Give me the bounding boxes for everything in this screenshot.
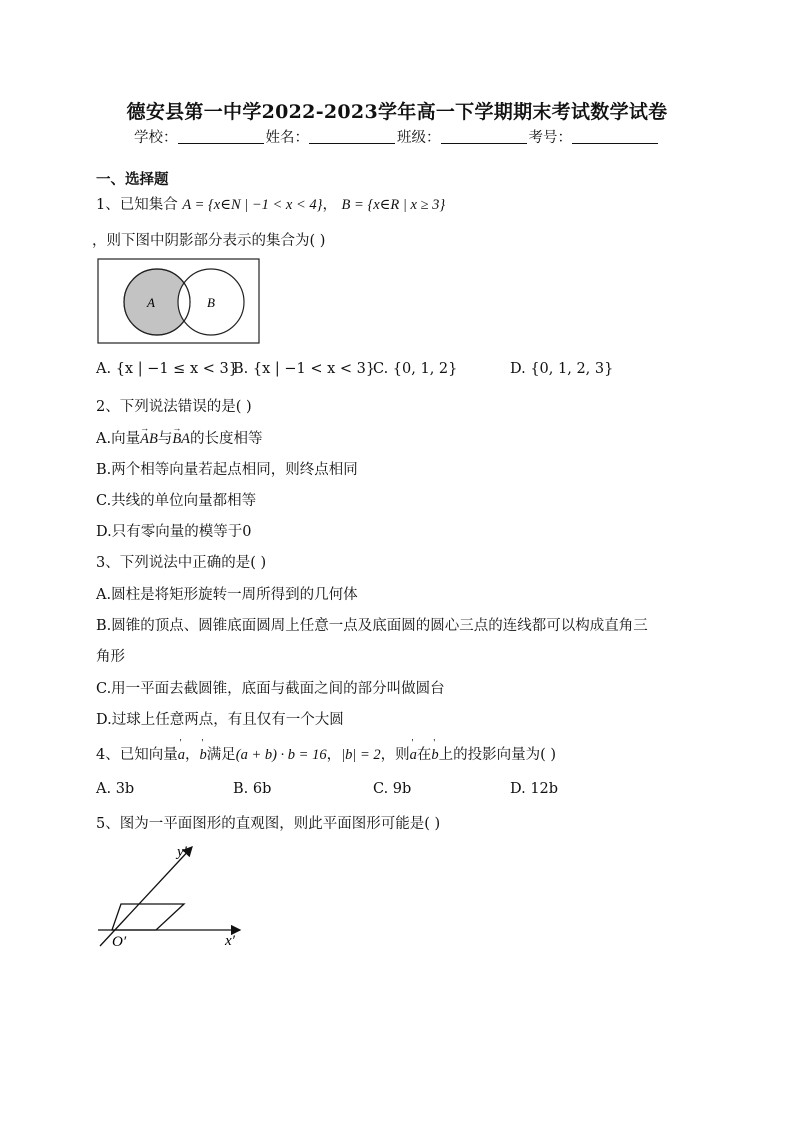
q1-comma: ， — [322, 197, 337, 213]
q1-set-b: B = {x∈R | x ≥ 3} — [341, 197, 446, 213]
q3-stem: 3、下列说法中正确的是( ) — [96, 555, 267, 571]
q4-vec-a: ' a — [178, 747, 185, 764]
q4-option-b: B. 6b — [233, 781, 272, 797]
q1-stem — [96, 193, 445, 214]
y-axis — [100, 847, 192, 946]
q4-suffix: 上的投影向量为( ) — [438, 747, 557, 763]
venn-diagram — [97, 258, 261, 346]
q4-sep: ， — [184, 747, 200, 763]
q1-option-d: D. {0, 1, 2, 3} — [510, 361, 614, 377]
q2-a-prefix: A.向量 — [96, 431, 141, 447]
q2-option-d: D.只有零向量的模等于0 — [96, 524, 252, 540]
q4-vec-b-2: ' b — [431, 747, 438, 764]
venn-label-b: B — [207, 295, 215, 310]
number-label: 考号： — [528, 130, 572, 146]
q2-a-mid: 与 — [157, 431, 173, 447]
q1-set-a: A = {x∈N | −1 < x < 4} — [182, 197, 323, 213]
oblique-figure — [92, 838, 252, 953]
venn-label-a: A — [147, 295, 155, 310]
name-label: 姓名： — [265, 130, 309, 146]
q2-vector-ab: → AB — [140, 431, 158, 448]
q4-stem-prefix: 4、已知向量 — [96, 747, 178, 763]
q4-in: 在 — [416, 747, 432, 763]
q4-condition-1: (a + b) · b = 16 — [235, 747, 327, 763]
q4-vec-b: ' b — [199, 747, 206, 764]
exam-title: 德安县第一中学2022-2023学年高一下学期期末考试数学试卷 — [126, 101, 668, 123]
name-blank[interactable] — [309, 129, 395, 144]
q2-vector-ba: → BA — [172, 431, 190, 448]
q4-vec-a-2: ' a — [410, 747, 417, 764]
class-blank[interactable] — [441, 129, 527, 144]
x-label: x′ — [225, 933, 235, 949]
y-label: y′ — [177, 844, 187, 860]
q3-option-b-line2: 角形 — [96, 649, 125, 665]
q5-stem: 5、图为一平面图形的直观图，则此平面图形可能是( ) — [96, 816, 441, 832]
q4-option-a: A. 3b — [96, 781, 135, 797]
q4-mid: 满足 — [206, 747, 236, 763]
q1-stem-text: 1、已知集合 — [96, 197, 178, 213]
q2-option-c: C.共线的单位向量都相等 — [96, 493, 257, 509]
q4-stem — [96, 743, 556, 764]
student-info-row — [0, 126, 794, 147]
number-blank[interactable] — [572, 129, 658, 144]
q1-option-a: A. {x | −1 ≤ x < 3} — [96, 361, 238, 377]
q1-option-c: C. {0, 1, 2} — [373, 361, 458, 377]
q4-option-c: C. 9b — [373, 781, 412, 797]
q3-option-a: A.圆柱是将矩形旋转一周所得到的几何体 — [96, 587, 358, 603]
school-blank[interactable] — [178, 129, 264, 144]
q2-a-suffix: 的长度相等 — [190, 431, 263, 447]
school-label: 学校： — [134, 130, 178, 146]
q2-option-b: B.两个相等向量若起点相同，则终点相同 — [96, 462, 358, 478]
q1-line2: ，则下图中阴影部分表示的集合为( ) — [92, 233, 326, 249]
q2-stem: 2、下列说法错误的是( ) — [96, 399, 252, 415]
q3-option-d: D.过球上任意两点，有且仅有一个大圆 — [96, 712, 344, 728]
q3-option-c: C.用一平面去截圆锥，底面与截面之间的部分叫做圆台 — [96, 681, 445, 697]
origin-label: O′ — [112, 934, 127, 950]
class-label: 班级： — [397, 130, 441, 146]
q4-condition-2: |b| = 2 — [341, 747, 381, 763]
q4-sep2: ， — [326, 747, 342, 763]
q2-option-a — [96, 427, 263, 448]
parallelogram — [112, 904, 184, 930]
section-heading: 一、选择题 — [96, 171, 169, 188]
q3-option-b-line1: B.圆锥的顶点、圆锥底面圆周上任意一点及底面圆的圆心三点的连线都可以构成直角三 — [96, 618, 648, 634]
q1-option-b: B. {x | −1 < x < 3} — [233, 361, 376, 377]
q4-option-d: D. 12b — [510, 781, 559, 797]
q4-then: ，则 — [380, 747, 410, 763]
